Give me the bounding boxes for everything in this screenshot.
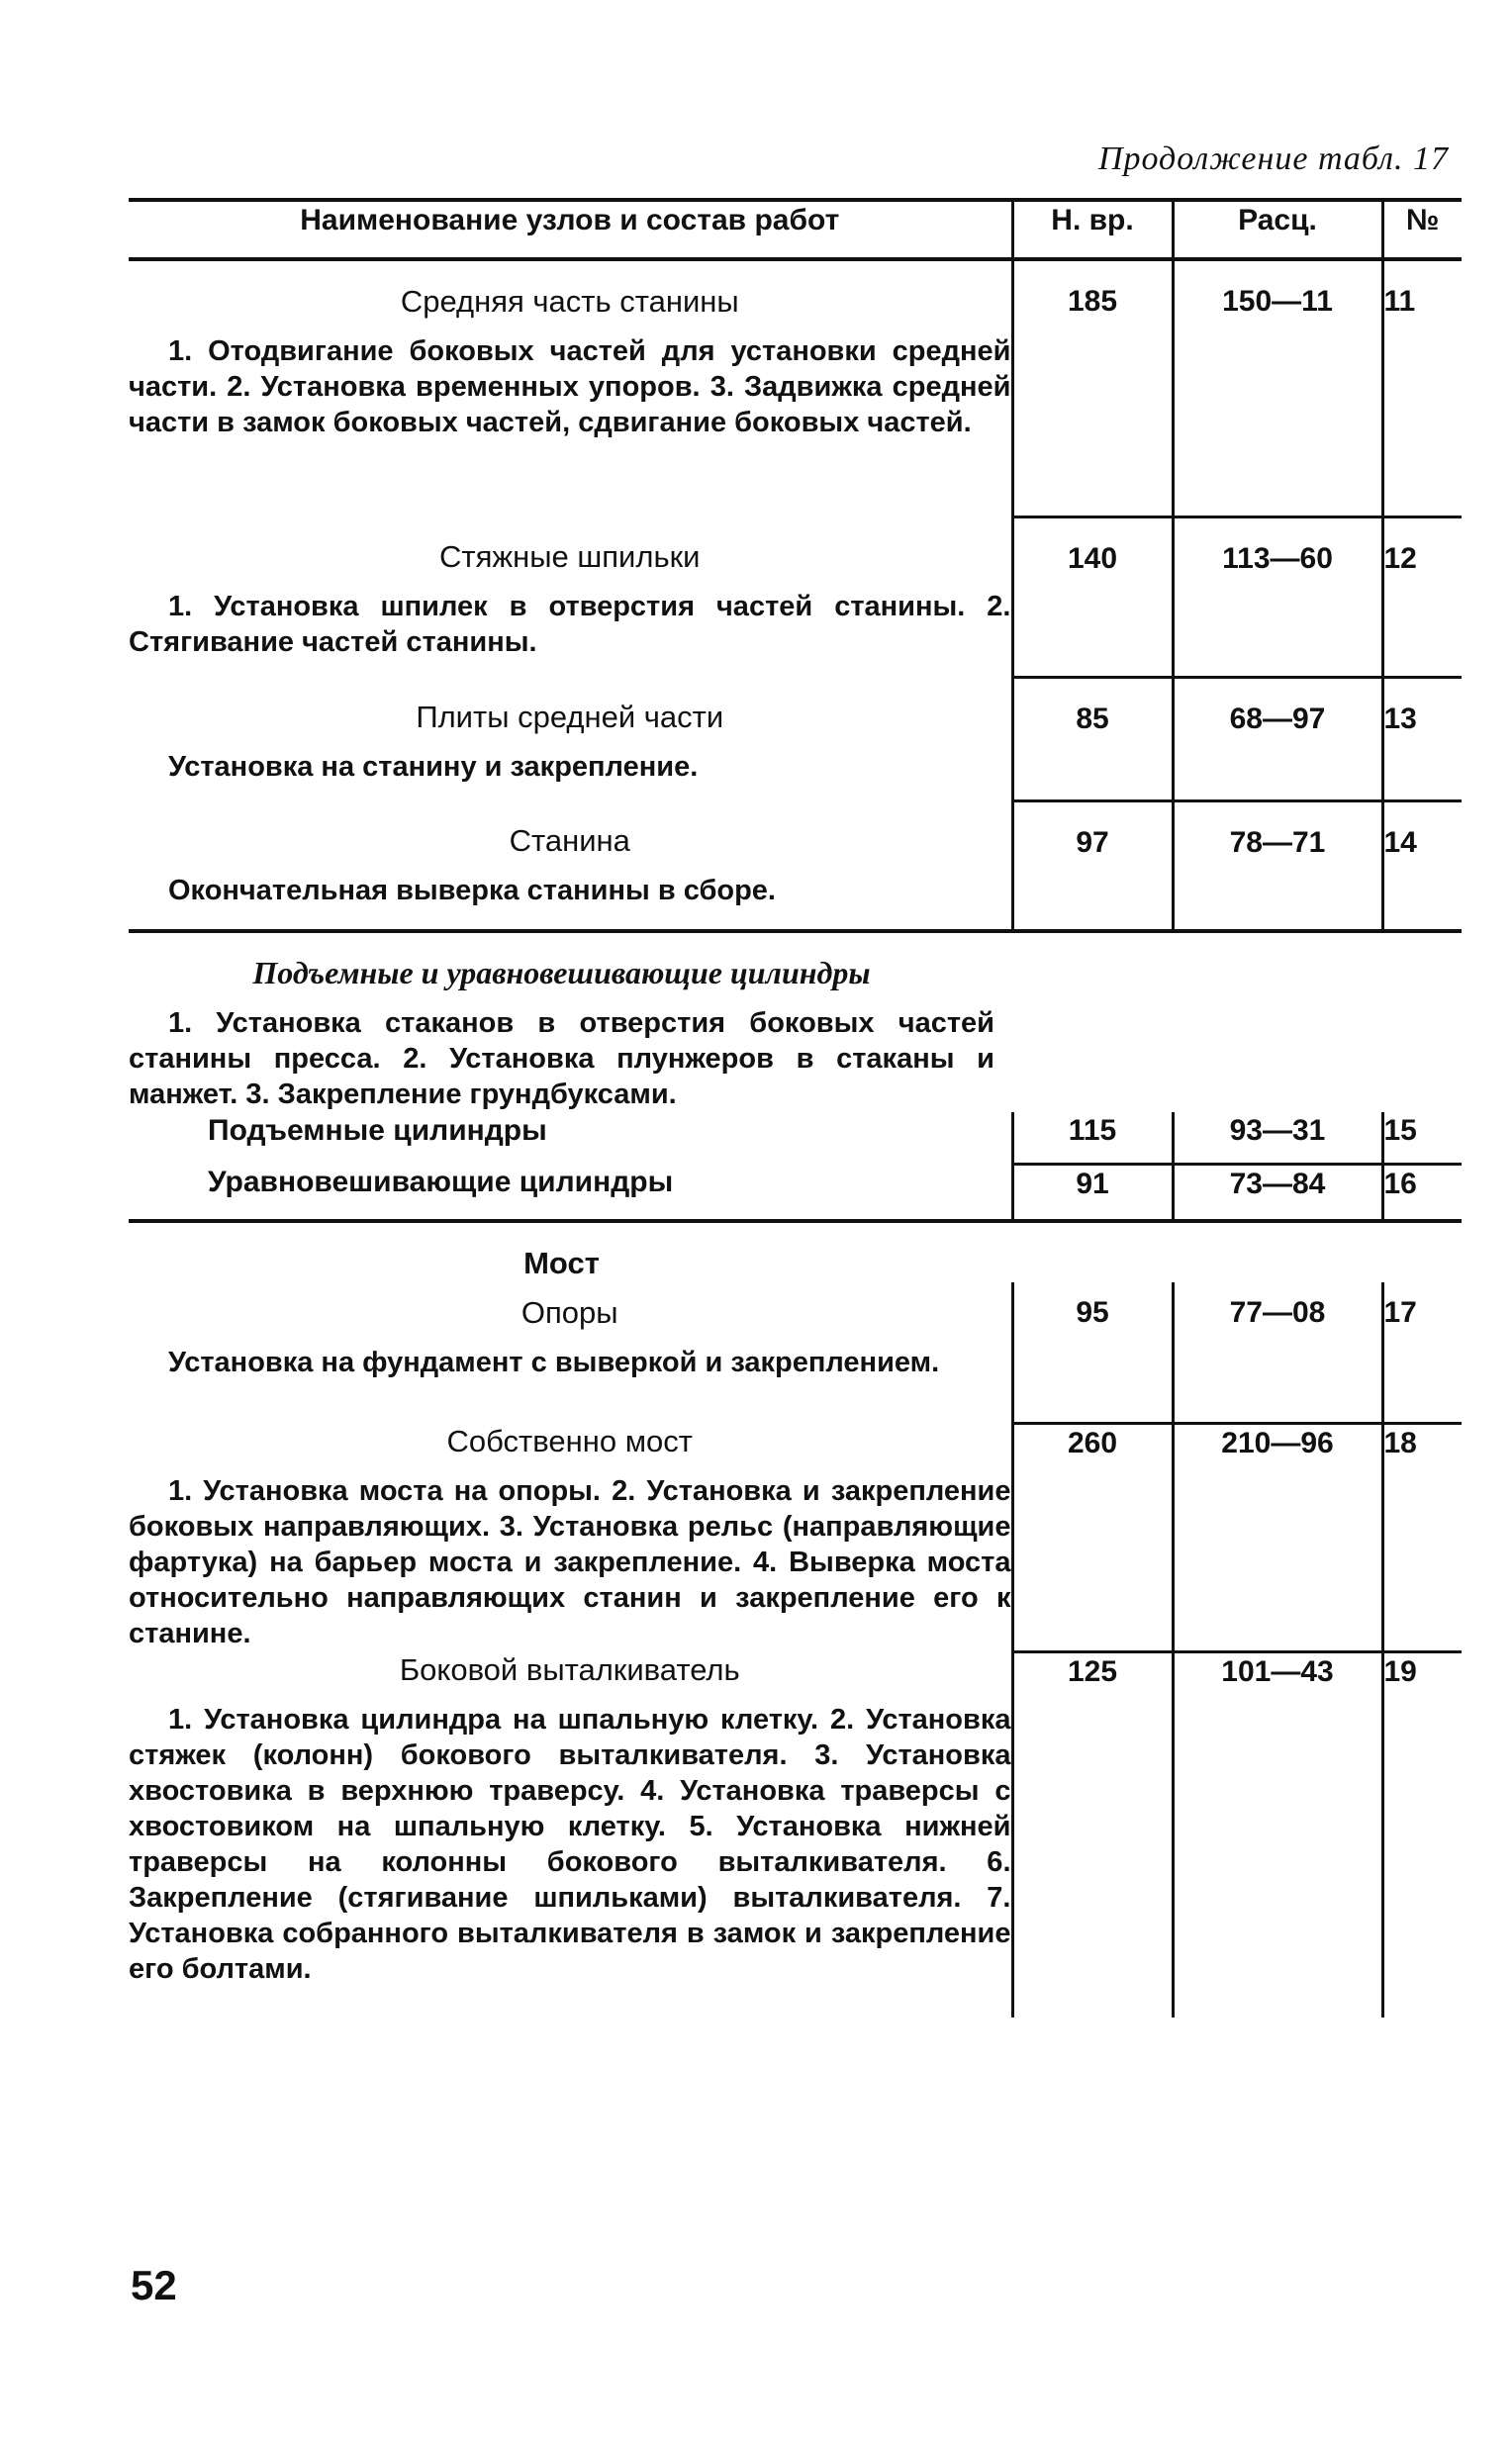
norm-time: 97 xyxy=(1076,825,1109,859)
row-number: 15 xyxy=(1383,1114,1417,1147)
row-title: Станина xyxy=(509,823,630,858)
table-row xyxy=(129,1112,1462,1164)
rate: 113—60 xyxy=(1222,541,1333,575)
norm-time: 91 xyxy=(1076,1167,1109,1200)
table-row xyxy=(129,1282,1462,1423)
row-number: 19 xyxy=(1383,1654,1417,1688)
row-title: Собственно мост xyxy=(446,1424,693,1458)
row-title: Опоры xyxy=(520,1295,618,1330)
section-title: Подъемные и уравновешивающие цилиндры xyxy=(252,955,871,990)
table-row xyxy=(129,259,1462,516)
header-name: Наименование узлов и состав работ xyxy=(129,200,1012,259)
norm-time: 115 xyxy=(1068,1114,1117,1147)
row-number: 13 xyxy=(1383,702,1417,735)
rate: 68—97 xyxy=(1229,702,1326,735)
work-table xyxy=(129,198,1462,2018)
row-title: Средняя часть станины xyxy=(400,284,739,319)
norm-time: 140 xyxy=(1067,541,1118,575)
header-rate: Расц. xyxy=(1173,200,1382,259)
norm-time: 185 xyxy=(1067,285,1118,318)
row-text: Установка на фундамент с выверкой и закреплением. xyxy=(168,1347,940,1378)
rate: 210—96 xyxy=(1221,1426,1334,1459)
rate: 101—43 xyxy=(1221,1654,1334,1688)
rate: 73—84 xyxy=(1229,1167,1326,1200)
norm-time: 95 xyxy=(1076,1296,1109,1329)
header-num: № xyxy=(1382,200,1462,259)
row-number: 18 xyxy=(1383,1426,1417,1459)
table-section xyxy=(129,1221,1462,1282)
section-text: 1. Установка стаканов в отверстия боковых частей станины пресса. 2. Установка плунжеров в стаканы и манжет. 3. Закрепление грундбуксами. xyxy=(129,1007,994,1110)
rate: 78—71 xyxy=(1229,825,1326,859)
norm-time: 125 xyxy=(1067,1654,1118,1688)
rate: 150—11 xyxy=(1222,285,1333,318)
section-title: Мост xyxy=(523,1246,600,1280)
row-text: 1. Установка цилиндра на шпальную клетку. 2. Установка стяжек (колонн) бокового выталкивателя. 3. Установка хвостовика в верхнюю траверсу. 4. Установка траверсы с хвостовиком на шпальную клетку. 5. Установка нижней траверсы на колонны бокового выталкивателя. 6. Закрепление (стягивание шпильками) выталкивателя. 7. Установка собранного выталкивателя в замок и закрепление его болтами. xyxy=(129,1704,1011,1985)
table-header-row xyxy=(129,200,1462,259)
table-row xyxy=(129,677,1462,800)
table-row xyxy=(129,800,1462,931)
row-title: Стяжные шпильки xyxy=(439,539,701,574)
rate: 77—08 xyxy=(1229,1296,1326,1329)
table-row xyxy=(129,1651,1462,2018)
page-number: 52 xyxy=(131,2262,177,2308)
table-row xyxy=(129,1423,1462,1651)
row-text: Окончательная выверка станины в сборе. xyxy=(168,875,776,906)
header-time: Н. вр. xyxy=(1012,200,1173,259)
norm-time: 260 xyxy=(1067,1426,1118,1459)
row-label: Подъемные цилиндры xyxy=(208,1114,547,1147)
row-number: 16 xyxy=(1383,1167,1417,1200)
row-number: 17 xyxy=(1383,1296,1417,1329)
row-title: Боковой выталкиватель xyxy=(399,1652,740,1687)
table-caption: Продолжение табл. 17 xyxy=(1097,141,1449,177)
row-number: 11 xyxy=(1383,285,1416,318)
row-text: Установка на станину и закрепление. xyxy=(168,751,699,783)
table-row xyxy=(129,1164,1462,1221)
row-text: 1. Установка моста на опоры. 2. Установка и закрепление боковых направляющих. 3. Установка рельс (направляющие фартука) на барьер моста и закрепление. 4. Выверка моста относительно направляющих станин и закрепление его к станине. xyxy=(129,1475,1011,1649)
rate: 93—31 xyxy=(1229,1114,1326,1147)
table-section xyxy=(129,931,1462,1112)
row-number: 12 xyxy=(1383,541,1417,575)
norm-time: 85 xyxy=(1076,702,1109,735)
row-label: Уравновешивающие цилиндры xyxy=(208,1166,674,1198)
row-text: 1. Отодвигание боковых частей для установки средней части. 2. Установка временных упоров. 3. Задвижка средней части в замок боковых частей, сдвигание боковых частей. xyxy=(129,335,1011,438)
row-text: 1. Установка шпилек в отверстия частей станины. 2. Стягивание частей станины. xyxy=(129,591,1011,658)
table-row xyxy=(129,516,1462,677)
row-title: Плиты средней части xyxy=(416,700,724,734)
row-number: 14 xyxy=(1383,825,1417,859)
